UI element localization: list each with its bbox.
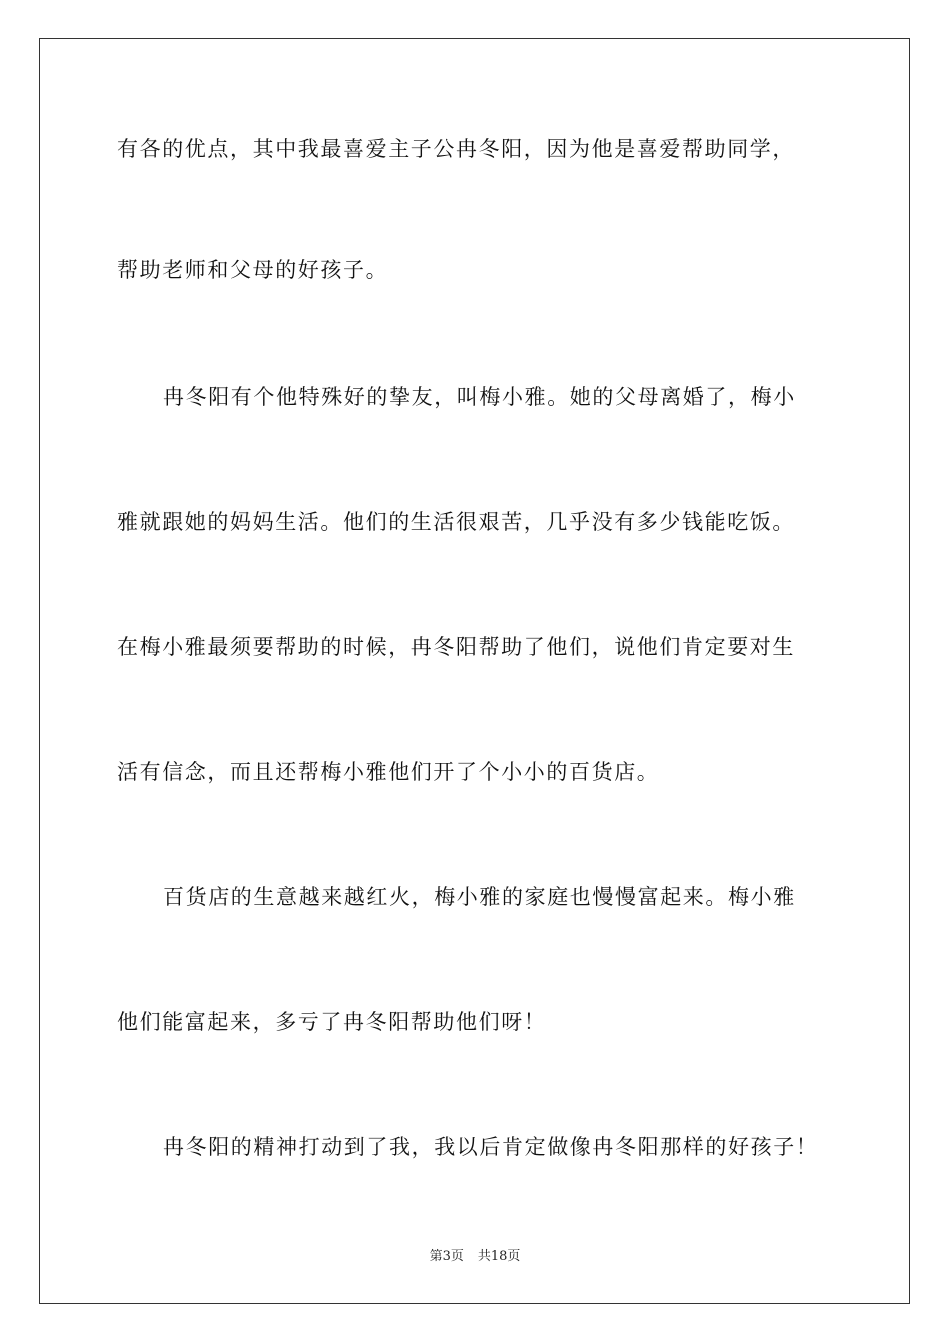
text-line-2: 帮助老师和父母的好孩子。 [117, 258, 389, 282]
page-footer [0, 1245, 950, 1264]
page-number: 第3页 [429, 1249, 464, 1264]
paragraph-4-line-1: 冉冬阳的精神打动到了我，我以后肯定做像冉冬阳那样的好孩子！ [163, 1135, 819, 1159]
page-border [39, 38, 910, 1304]
text-line-8: 他们能富起来，多亏了冉冬阳帮助他们呀！ [117, 1010, 547, 1034]
paragraph-3-line-1: 百货店的生意越来越红火，梅小雅的家庭也慢慢富起来。梅小雅 [163, 885, 796, 909]
total-pages: 共18页 [477, 1249, 521, 1264]
paragraph-2-line-1: 冉冬阳有个他特殊好的挚友，叫梅小雅。她的父母离婚了，梅小 [163, 385, 796, 409]
text-line-6: 活有信念，而且还帮梅小雅他们开了个小小的百货店。 [117, 760, 660, 784]
text-line-4: 雅就跟她的妈妈生活。他们的生活很艰苦，几乎没有多少钱能吃饭。 [117, 510, 795, 534]
text-line-5: 在梅小雅最须要帮助的时候，冉冬阳帮助了他们，说他们肯定要对生 [117, 635, 795, 659]
text-line-1: 有各的优点，其中我最喜爱主子公冉冬阳，因为他是喜爱帮助同学， [117, 137, 795, 161]
